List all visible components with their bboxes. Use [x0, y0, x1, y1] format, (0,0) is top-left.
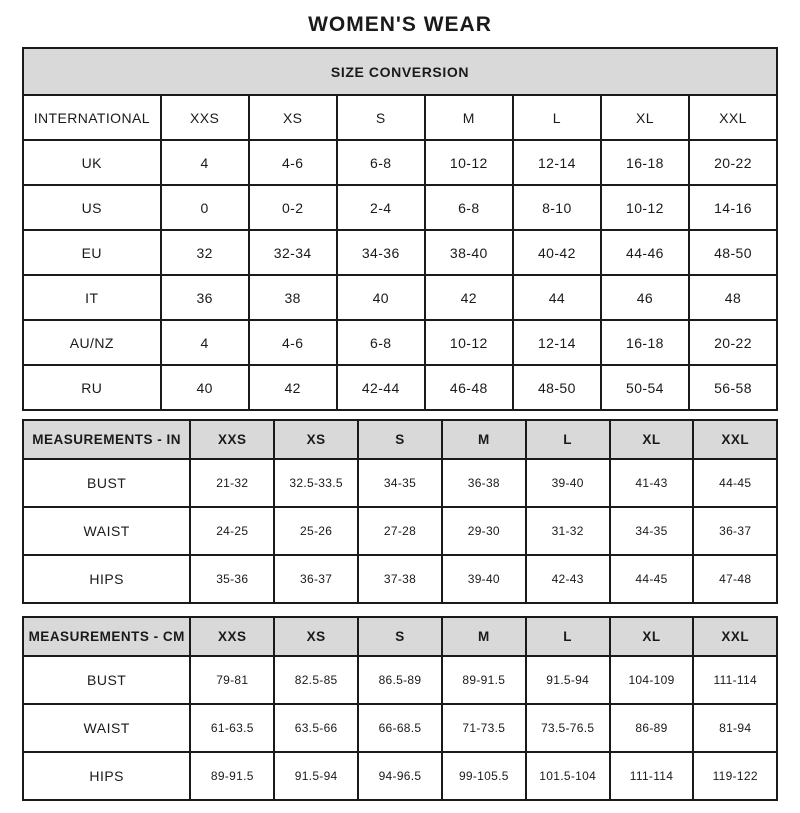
column-header: XXS	[190, 420, 274, 459]
measure-cell: 79-81	[190, 656, 274, 704]
row-label: EU	[23, 230, 161, 275]
measure-cell: 29-30	[442, 507, 526, 555]
size-cell: 42-44	[337, 365, 425, 410]
measure-cell: 21-32	[190, 459, 274, 507]
measure-cell: 42-43	[526, 555, 610, 603]
size-cell: 38-40	[425, 230, 513, 275]
measurements-cm-header-row	[23, 617, 777, 656]
size-cell: 40-42	[513, 230, 601, 275]
column-header: S	[358, 420, 442, 459]
measure-cell: 63.5-66	[274, 704, 358, 752]
row-label: BUST	[23, 656, 190, 704]
size-cell: 48-50	[513, 365, 601, 410]
measure-cell: 24-25	[190, 507, 274, 555]
column-header: S	[337, 95, 425, 140]
size-cell: 38	[249, 275, 337, 320]
measurements-cm-title: MEASUREMENTS - CM	[23, 617, 190, 656]
row-label: RU	[23, 365, 161, 410]
row-label: HIPS	[23, 555, 190, 603]
size-cell: 42	[249, 365, 337, 410]
measure-cell: 73.5-76.5	[526, 704, 610, 752]
measure-cell: 86.5-89	[358, 656, 442, 704]
row-label: IT	[23, 275, 161, 320]
column-header: INTERNATIONAL	[23, 95, 161, 140]
measure-cell: 34-35	[610, 507, 694, 555]
size-cell: 16-18	[601, 320, 689, 365]
measure-cell: 39-40	[442, 555, 526, 603]
size-conversion-table	[22, 47, 778, 411]
measure-cell: 89-91.5	[190, 752, 274, 800]
measure-cell: 66-68.5	[358, 704, 442, 752]
size-cell: 4	[161, 320, 249, 365]
measure-cell: 82.5-85	[274, 656, 358, 704]
measure-cell: 91.5-94	[526, 656, 610, 704]
size-cell: 16-18	[601, 140, 689, 185]
size-cell: 32	[161, 230, 249, 275]
size-cell: 14-16	[689, 185, 777, 230]
size-cell: 4	[161, 140, 249, 185]
size-cell: 10-12	[425, 320, 513, 365]
size-cell: 12-14	[513, 140, 601, 185]
table-row-eu	[23, 230, 777, 275]
column-header: S	[358, 617, 442, 656]
measure-cell: 41-43	[610, 459, 694, 507]
table-row-it	[23, 275, 777, 320]
size-cell: 12-14	[513, 320, 601, 365]
size-cell: 2-4	[337, 185, 425, 230]
measure-cell: 47-48	[693, 555, 777, 603]
size-cell: 42	[425, 275, 513, 320]
column-header: L	[513, 95, 601, 140]
measure-cell: 89-91.5	[442, 656, 526, 704]
size-conversion-column-header-row	[23, 95, 777, 140]
table-row-hips-in	[23, 555, 777, 603]
size-conversion-title: SIZE CONVERSION	[23, 48, 777, 95]
measure-cell: 25-26	[274, 507, 358, 555]
column-header: M	[442, 420, 526, 459]
measure-cell: 36-38	[442, 459, 526, 507]
column-header: XXS	[161, 95, 249, 140]
size-cell: 50-54	[601, 365, 689, 410]
row-label: BUST	[23, 459, 190, 507]
row-label: US	[23, 185, 161, 230]
measure-cell: 36-37	[274, 555, 358, 603]
measure-cell: 37-38	[358, 555, 442, 603]
measure-cell: 36-37	[693, 507, 777, 555]
table-row-aunz	[23, 320, 777, 365]
row-label: HIPS	[23, 752, 190, 800]
table-row-waist-cm	[23, 704, 777, 752]
measure-cell: 91.5-94	[274, 752, 358, 800]
size-cell: 56-58	[689, 365, 777, 410]
measure-cell: 39-40	[526, 459, 610, 507]
column-header: XL	[610, 617, 694, 656]
size-cell: 34-36	[337, 230, 425, 275]
size-cell: 6-8	[337, 140, 425, 185]
size-cell: 0-2	[249, 185, 337, 230]
table-row-waist-in	[23, 507, 777, 555]
size-conversion-header-row	[23, 48, 777, 95]
table-row-uk	[23, 140, 777, 185]
size-cell: 20-22	[689, 320, 777, 365]
measure-cell: 119-122	[693, 752, 777, 800]
measure-cell: 94-96.5	[358, 752, 442, 800]
measure-cell: 44-45	[610, 555, 694, 603]
measure-cell: 32.5-33.5	[274, 459, 358, 507]
measure-cell: 101.5-104	[526, 752, 610, 800]
size-cell: 4-6	[249, 140, 337, 185]
measure-cell: 34-35	[358, 459, 442, 507]
row-label: WAIST	[23, 507, 190, 555]
size-cell: 4-6	[249, 320, 337, 365]
row-label: UK	[23, 140, 161, 185]
column-header: XXL	[689, 95, 777, 140]
measurements-cm-table	[22, 616, 778, 801]
column-header: L	[526, 420, 610, 459]
measurements-in-title: MEASUREMENTS - IN	[23, 420, 190, 459]
measure-cell: 27-28	[358, 507, 442, 555]
size-cell: 6-8	[337, 320, 425, 365]
measure-cell: 86-89	[610, 704, 694, 752]
column-header: XL	[610, 420, 694, 459]
measurements-in-table	[22, 419, 778, 604]
measure-cell: 104-109	[610, 656, 694, 704]
size-cell: 32-34	[249, 230, 337, 275]
column-header: XS	[274, 420, 358, 459]
size-cell: 46	[601, 275, 689, 320]
column-header: XS	[249, 95, 337, 140]
size-cell: 40	[337, 275, 425, 320]
measure-cell: 111-114	[610, 752, 694, 800]
size-cell: 10-12	[601, 185, 689, 230]
column-header: XXS	[190, 617, 274, 656]
row-label: AU/NZ	[23, 320, 161, 365]
size-cell: 20-22	[689, 140, 777, 185]
size-cell: 10-12	[425, 140, 513, 185]
measure-cell: 35-36	[190, 555, 274, 603]
column-header: L	[526, 617, 610, 656]
measure-cell: 81-94	[693, 704, 777, 752]
column-header: M	[425, 95, 513, 140]
size-cell: 44	[513, 275, 601, 320]
column-header: XS	[274, 617, 358, 656]
column-header: XXL	[693, 617, 777, 656]
size-cell: 40	[161, 365, 249, 410]
measure-cell: 71-73.5	[442, 704, 526, 752]
column-header: M	[442, 617, 526, 656]
size-cell: 44-46	[601, 230, 689, 275]
page-title: WOMEN'S WEAR	[308, 13, 492, 36]
measure-cell: 111-114	[693, 656, 777, 704]
table-row-bust-in	[23, 459, 777, 507]
column-header: XL	[601, 95, 689, 140]
table-row-us	[23, 185, 777, 230]
size-cell: 8-10	[513, 185, 601, 230]
table-row-ru	[23, 365, 777, 410]
table-row-bust-cm	[23, 656, 777, 704]
size-cell: 48-50	[689, 230, 777, 275]
size-cell: 36	[161, 275, 249, 320]
measure-cell: 99-105.5	[442, 752, 526, 800]
measure-cell: 31-32	[526, 507, 610, 555]
size-cell: 6-8	[425, 185, 513, 230]
measure-cell: 61-63.5	[190, 704, 274, 752]
size-cell: 46-48	[425, 365, 513, 410]
measurements-in-header-row	[23, 420, 777, 459]
column-header: XXL	[693, 420, 777, 459]
size-cell: 48	[689, 275, 777, 320]
row-label: WAIST	[23, 704, 190, 752]
table-row-hips-cm	[23, 752, 777, 800]
measure-cell: 44-45	[693, 459, 777, 507]
size-cell: 0	[161, 185, 249, 230]
